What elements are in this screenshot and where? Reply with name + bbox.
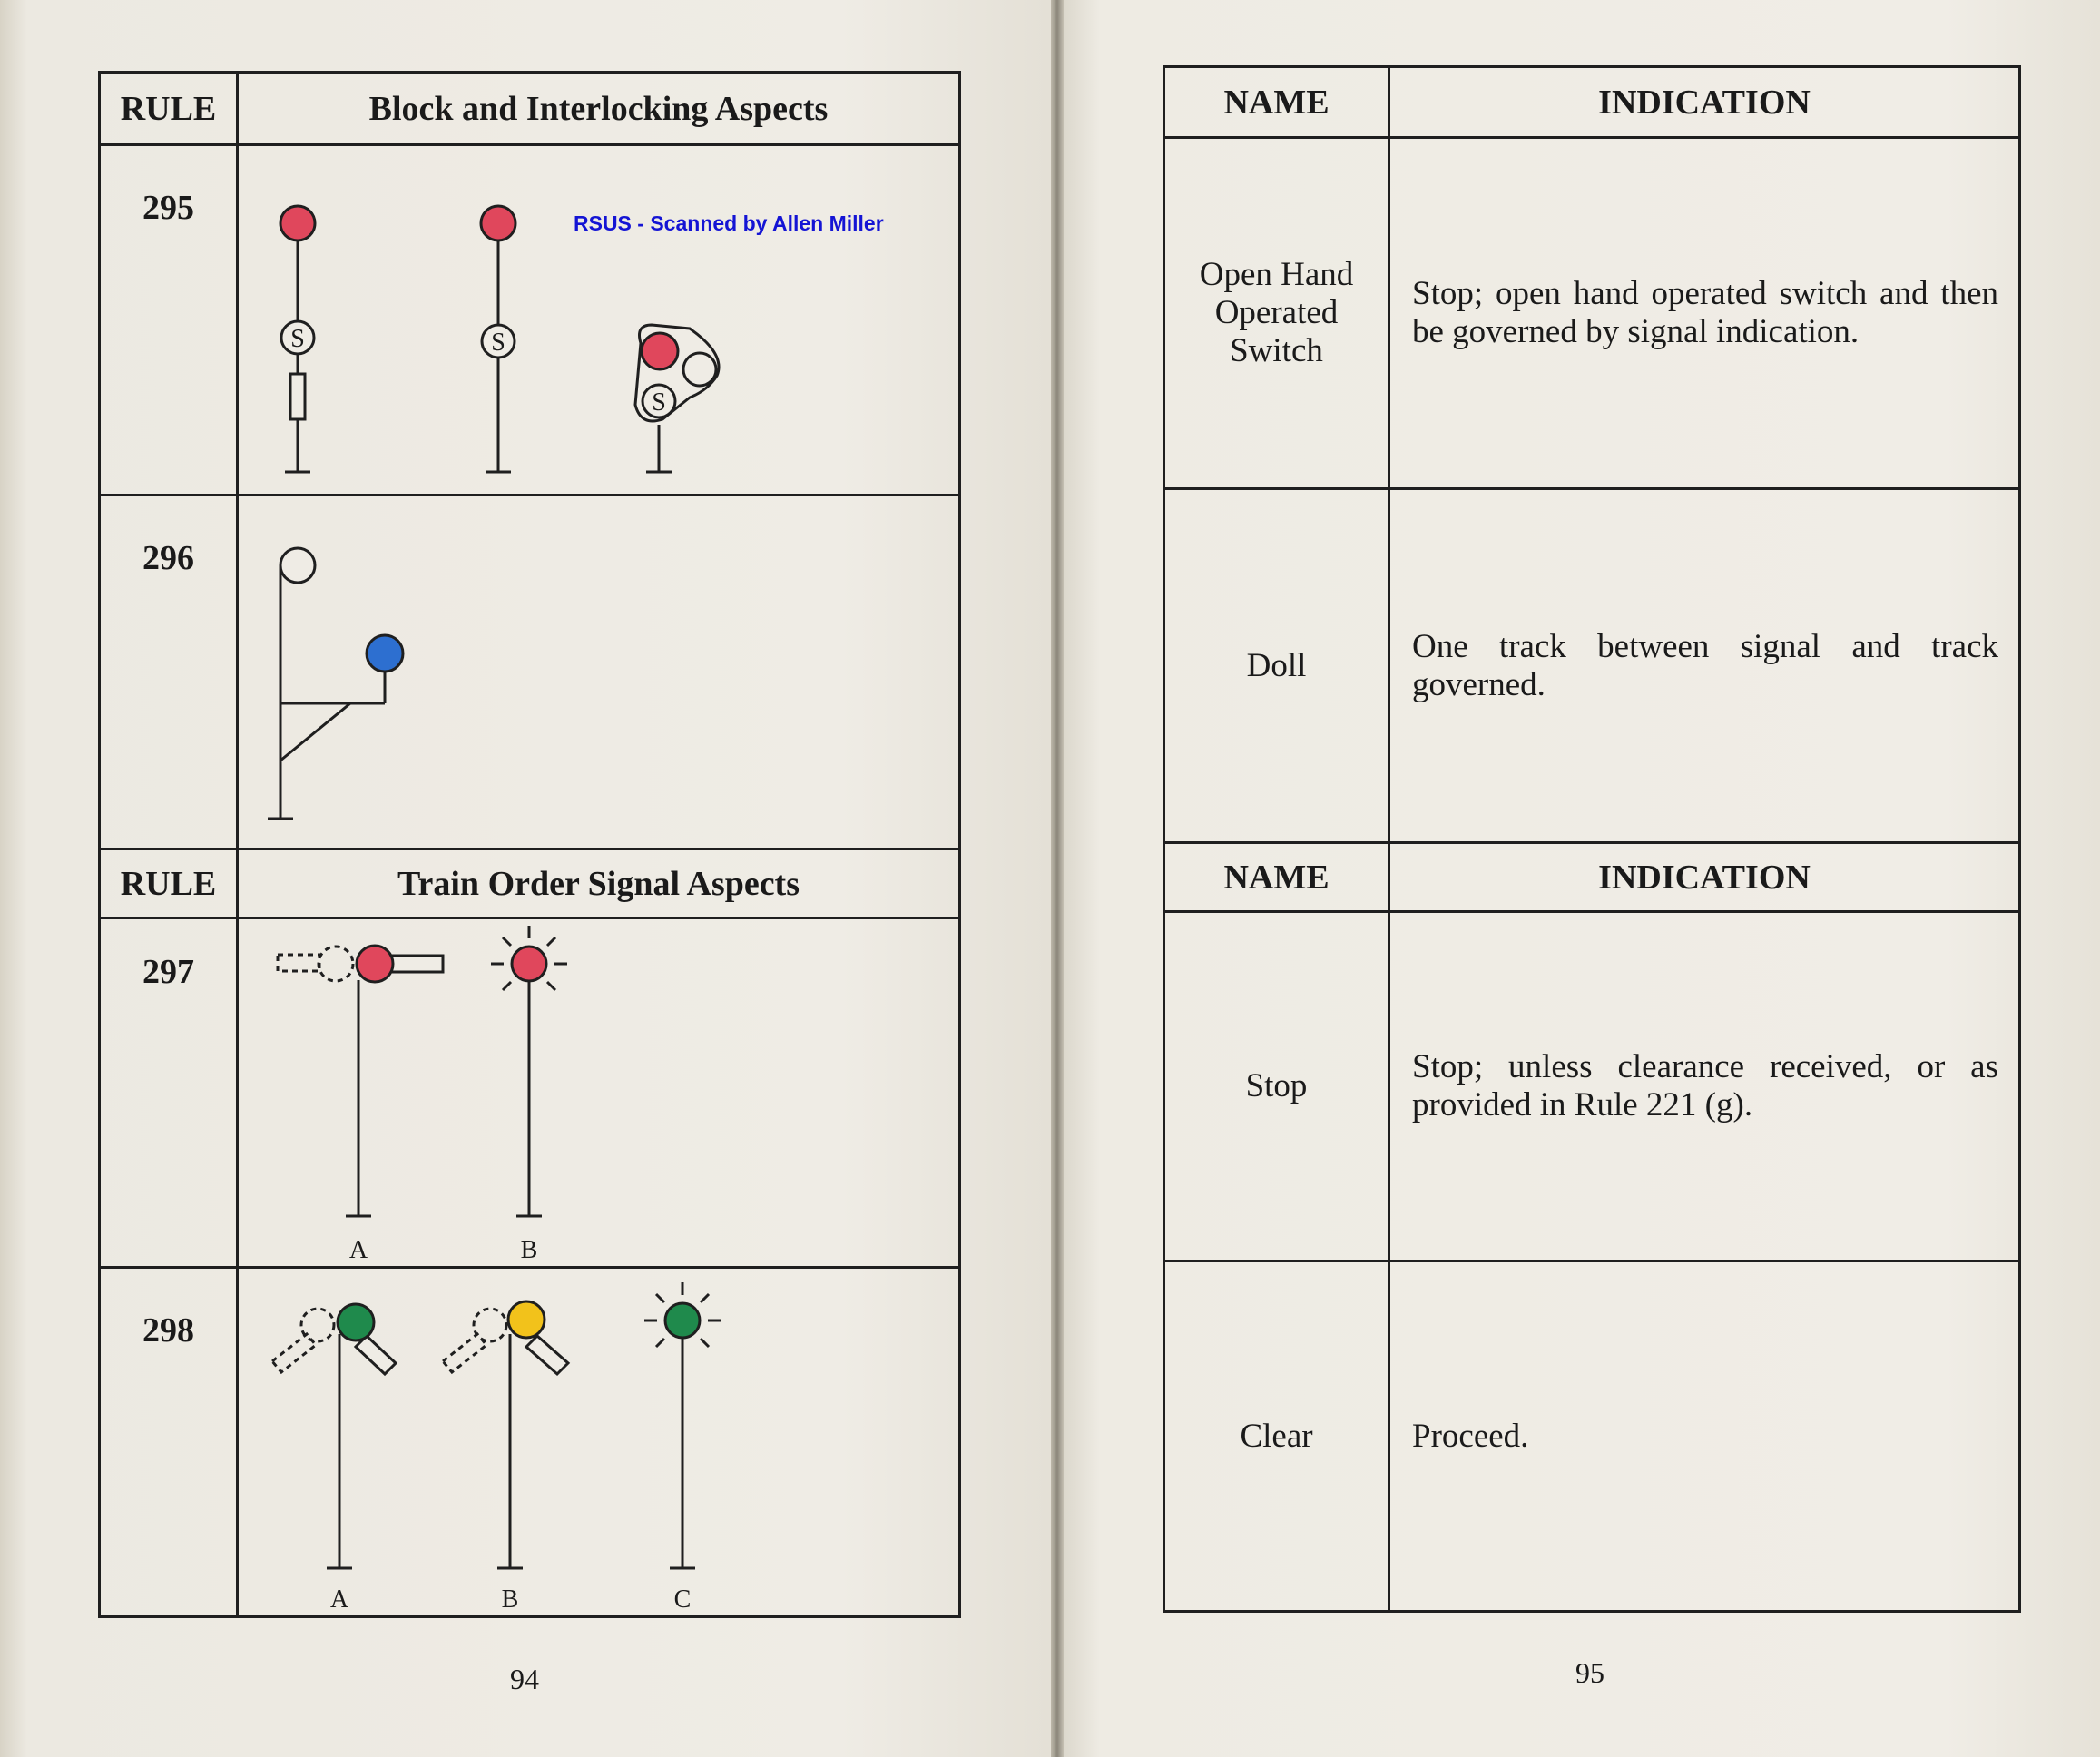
rule-295-signal-1 xyxy=(280,206,315,472)
red-light-icon xyxy=(512,947,546,981)
rule-295-signal-3 xyxy=(635,325,719,472)
block-interlocking-header: Block and Interlocking Aspects xyxy=(238,73,960,145)
red-light-icon xyxy=(280,206,315,240)
name-column-header-2: NAME xyxy=(1164,843,1389,912)
red-light-icon xyxy=(481,206,515,240)
name-clear: Clear xyxy=(1164,1261,1389,1612)
label-b: B xyxy=(501,1585,519,1614)
label-a: A xyxy=(348,1236,368,1264)
label-c: C xyxy=(673,1585,692,1614)
rule-295-number: 295 xyxy=(100,145,238,496)
scan-credit: RSUS - Scanned by Allen Miller xyxy=(574,211,884,235)
rule-298-signal-a xyxy=(272,1304,396,1614)
page-number-95: 95 xyxy=(1575,1656,1604,1689)
indication-column-header-2: INDICATION xyxy=(1389,843,2020,912)
page-number-94: 94 xyxy=(510,1663,539,1695)
label-b: B xyxy=(520,1236,538,1264)
red-light-icon xyxy=(642,333,678,369)
indication-clear: Proceed. xyxy=(1389,1261,2020,1612)
red-light-icon xyxy=(357,946,393,982)
right-indication-table xyxy=(1163,65,2021,1613)
rule-295-signal-2 xyxy=(481,206,515,472)
name-open-hand-operated-switch: Open Hand Operated Switch xyxy=(1164,138,1389,489)
s-plate-label: S xyxy=(652,388,666,417)
rule-296-number: 296 xyxy=(100,496,238,849)
rule-298-signal-c xyxy=(644,1282,721,1614)
rule-298-signal-b xyxy=(443,1301,568,1614)
name-doll: Doll xyxy=(1164,489,1389,843)
label-a: A xyxy=(329,1585,349,1614)
indication-column-header: INDICATION xyxy=(1389,67,2020,138)
train-order-header: Train Order Signal Aspects xyxy=(238,849,960,918)
indication-doll: One track between signal and track governed. xyxy=(1389,489,2020,843)
indication-stop: Stop; unless clearance received, or as provided in Rule 221 (g). xyxy=(1389,912,2020,1261)
name-column-header: NAME xyxy=(1164,67,1389,138)
green-light-icon xyxy=(665,1303,700,1338)
rule-297-number: 297 xyxy=(100,918,238,1268)
rule-column-header: RULE xyxy=(100,73,238,145)
rule-298-number: 298 xyxy=(100,1268,238,1617)
indication-open-hand-operated-switch: Stop; open hand operated switch and then be governed by signal indication. xyxy=(1389,138,2020,489)
rule-296-signal xyxy=(268,548,403,819)
rule-297-signal-b xyxy=(491,926,567,1264)
rule-column-header-2: RULE xyxy=(100,849,238,918)
name-stop: Stop xyxy=(1164,912,1389,1261)
rule-297-signal-a xyxy=(278,946,443,1264)
yellow-light-icon xyxy=(508,1301,545,1338)
s-plate-label: S xyxy=(491,329,505,357)
green-light-icon xyxy=(338,1304,374,1340)
blue-light-icon xyxy=(367,635,403,672)
s-plate-label: S xyxy=(290,325,305,353)
